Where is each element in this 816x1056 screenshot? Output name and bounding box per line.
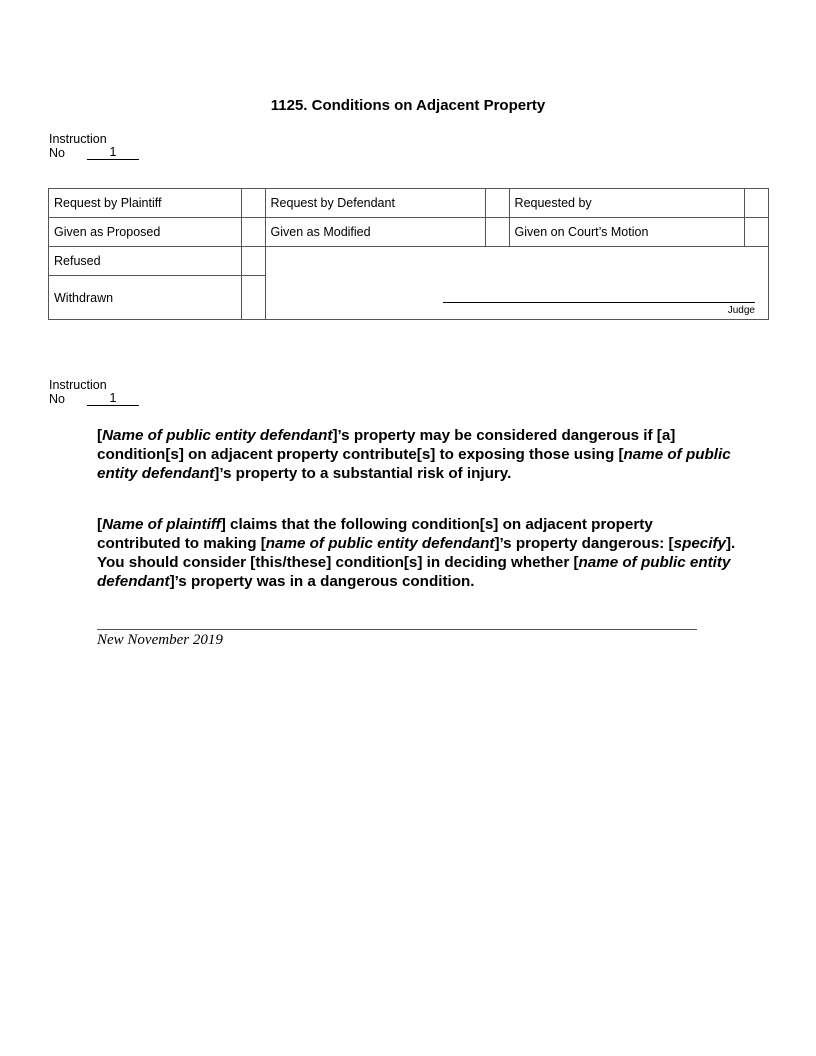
- instruction-no-value: 1: [87, 392, 139, 406]
- refused-label: Refused: [49, 247, 242, 276]
- footer-divider: [97, 629, 697, 630]
- instruction-no-value: 1: [87, 146, 139, 160]
- instruction-paragraph-1: [Name of public entity defendant]’s property may be considered dangerous if [a] condition[s] on adjacent property contribute[s] to exposing those using [name of public entity defendant]’s property to a substantial risk of injury.: [97, 427, 731, 482]
- given-as-proposed-checkbox[interactable]: [241, 218, 265, 247]
- given-as-modified-checkbox[interactable]: [485, 218, 509, 247]
- request-by-defendant-label: Request by Defendant: [265, 189, 485, 218]
- withdrawn-label: Withdrawn: [49, 276, 242, 320]
- instruction-label: Instruction: [49, 378, 107, 392]
- given-on-courts-motion-checkbox[interactable]: [745, 218, 769, 247]
- requested-by-label: Requested by: [509, 189, 744, 218]
- judge-signature-area: [265, 247, 768, 320]
- instruction-number-top: [49, 132, 139, 160]
- revision-note: New November 2019: [97, 632, 223, 648]
- instruction-paragraph-2: [Name of plaintiff] claims that the following condition[s] on adjacent property contributed to making [name of public entity defendant]’s property dangerous: [specify]. You should consider [this/these] condition[s] in deciding whether [name of public entity defendant]’s property was in a dangerous condition.: [97, 516, 736, 590]
- instruction-label: Instruction: [49, 132, 107, 146]
- request-by-defendant-checkbox[interactable]: [485, 189, 509, 218]
- judge-label: Judge: [727, 305, 755, 316]
- instruction-no-label: No: [49, 146, 65, 160]
- refused-checkbox[interactable]: [241, 247, 265, 276]
- withdrawn-checkbox[interactable]: [241, 276, 265, 320]
- given-as-modified-label: Given as Modified: [265, 218, 485, 247]
- requested-by-checkbox[interactable]: [745, 189, 769, 218]
- given-on-courts-motion-label: Given on Court’s Motion: [509, 218, 744, 247]
- given-as-proposed-label: Given as Proposed: [49, 218, 242, 247]
- page-title: 1125. Conditions on Adjacent Property: [270, 97, 546, 114]
- instruction-no-label: No: [49, 392, 65, 406]
- request-table: [48, 188, 769, 320]
- request-by-plaintiff-checkbox[interactable]: [241, 189, 265, 218]
- instruction-number-bottom: [49, 378, 139, 406]
- judge-signature-line[interactable]: [443, 302, 755, 303]
- request-by-plaintiff-label: Request by Plaintiff: [49, 189, 242, 218]
